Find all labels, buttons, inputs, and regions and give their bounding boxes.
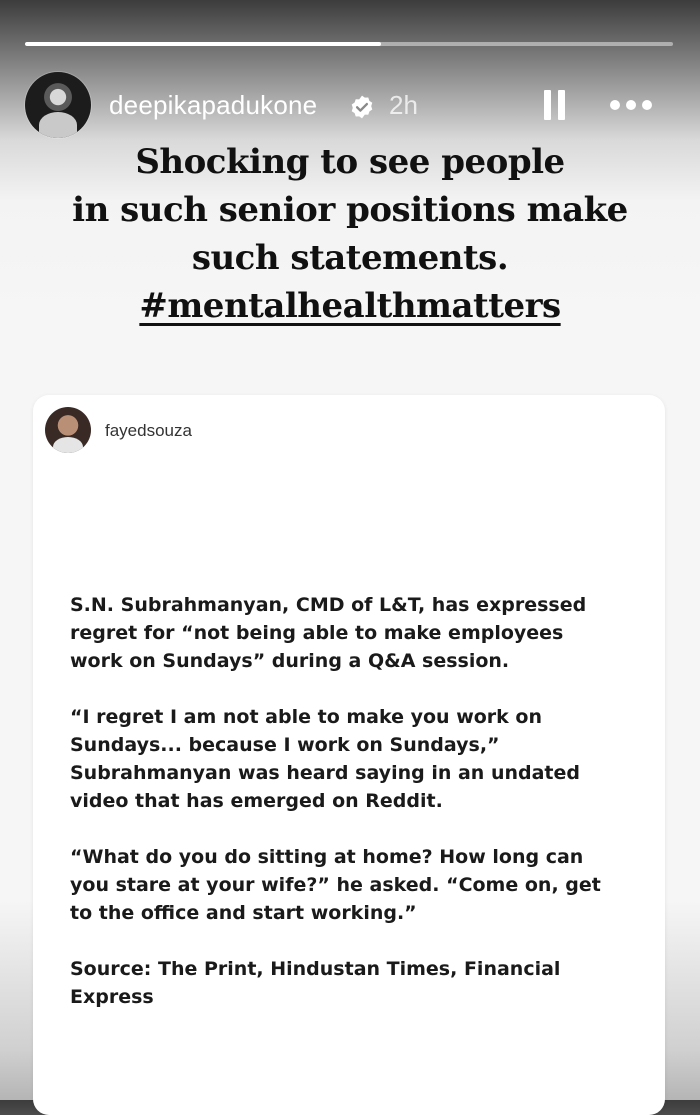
embedded-post-card[interactable] — [33, 395, 665, 1115]
post-author-avatar[interactable] — [45, 407, 91, 453]
headline-line: in such senior positions make — [72, 190, 628, 230]
post-line: work on Sundays” during a Q&A session. — [70, 650, 510, 672]
post-line: you stare at your wife?” he asked. “Come on, get — [70, 874, 601, 896]
post-author-username[interactable]: fayedsouza — [105, 421, 192, 440]
hashtag-link[interactable]: #mentalhealthmatters — [139, 286, 561, 326]
post-body — [70, 563, 630, 1039]
headline-line: Shocking to see people — [135, 142, 565, 182]
more-options-button[interactable] — [608, 90, 654, 120]
story-timestamp: 2h — [389, 90, 418, 120]
post-line: Express — [70, 986, 154, 1008]
post-line: Subrahmanyan was heard saying in an undated — [70, 762, 580, 784]
post-line: to the office and start working.” — [70, 902, 417, 924]
avatar[interactable] — [25, 72, 91, 138]
post-line: regret for “not being able to make employees — [70, 622, 564, 644]
headline-line: such statements. — [191, 238, 509, 278]
verified-badge-icon — [349, 94, 375, 120]
story-header — [25, 70, 675, 140]
post-line: “I regret I am not able to make you work on — [70, 706, 542, 728]
post-line: “What do you do sitting at home? How long can — [70, 846, 584, 868]
story-progress-bar — [25, 42, 673, 46]
post-line: Source: The Print, Hindustan Times, Financial — [70, 958, 561, 980]
more-dots-icon — [610, 100, 620, 110]
post-line: S.N. Subrahmanyan, CMD of L&T, has expressed — [70, 594, 587, 616]
pause-icon — [544, 90, 551, 120]
pause-button[interactable] — [542, 88, 568, 122]
post-line: video that has emerged on Reddit. — [70, 790, 443, 812]
story-username[interactable]: deepikapadukone — [109, 90, 318, 120]
story-progress-fill — [25, 42, 381, 46]
post-line: Sundays... because I work on Sundays,” — [70, 734, 500, 756]
story-headline — [20, 138, 680, 330]
